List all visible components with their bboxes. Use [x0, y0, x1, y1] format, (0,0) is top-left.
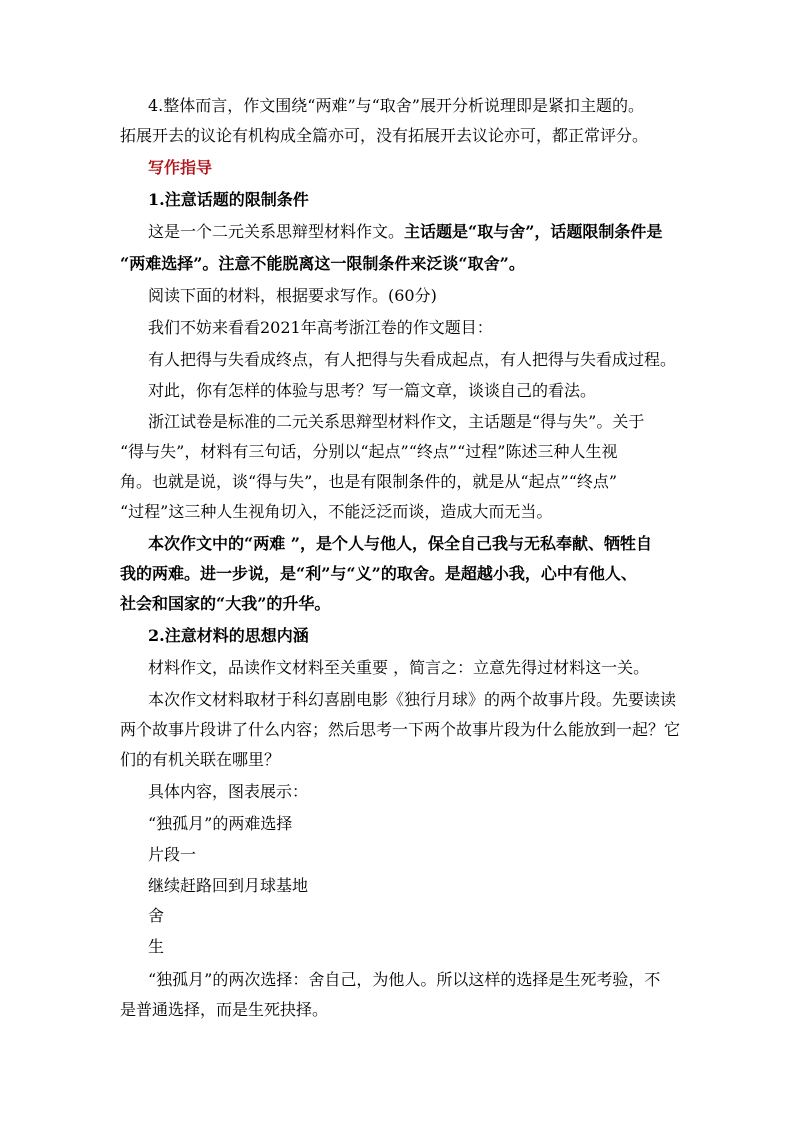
paragraph-film-line-2: 两个故事片段讲了什么内容；然后思考一下两个故事片段为什么能放到一起？它	[120, 720, 681, 739]
paragraph-analysis-line-4: “过程”这三种人生视角切入，不能泛泛而谈，造成大而无当。	[120, 502, 553, 521]
paragraph-choice-line-2: 是普通选择，而是生死抉择。	[120, 1000, 329, 1019]
paragraph-topic-line-1	[148, 222, 708, 242]
heading-material-meaning: 2.注意材料的思想内涵	[148, 626, 309, 645]
paragraph-chart-intro: 具体内容，图表展示：	[148, 782, 309, 801]
chart-she-label: 舍	[148, 906, 165, 925]
chart-segment-label: 片段一	[148, 845, 197, 864]
paragraph-analysis-line-1: 浙江试卷是标准的二元关系思辩型材料作文，主话题是“得与失”。关于	[148, 412, 645, 431]
paragraph-topic-line-1-plain: 这是一个二元关系思辩型材料作文。	[148, 222, 405, 241]
paragraph-zhejiang-material: 有人把得与失看成终点，有人把得与失看成起点，有人把得与失看成过程。	[148, 350, 677, 369]
paragraph-zhejiang-question: 对此，你有怎样的体验与思考？写一篇文章，谈谈自己的看法。	[148, 381, 597, 400]
chart-action-label: 继续赶路回到月球基地	[148, 876, 309, 895]
paragraph-dilemma-line-3: 社会和国家的“大我”的升华。	[120, 594, 331, 613]
section-title-writing-guide: 写作指导	[148, 158, 213, 177]
heading-topic-constraints: 1.注意话题的限制条件	[148, 190, 309, 209]
paragraph-choice-line-1: “独孤月”的两次选择：舍自己，为他人。所以这样的选择是生死考验，不	[148, 970, 661, 989]
paragraph-topic-line-2: “两难选择”。注意不能脱离这一限制条件来泛谈“取舍”。	[120, 254, 525, 273]
paragraph-read-material: 阅读下面的材料，根据要求写作。(60分)	[148, 286, 437, 305]
chart-title: “独孤月”的两难选择	[148, 814, 293, 833]
paragraph-scoring-line-1: 4.整体而言，作文围绕“两难”与“取舍”展开分析说理即是紧扣主题的。	[148, 96, 644, 115]
paragraph-film-line-3: 们的有机关联在哪里？	[120, 750, 281, 769]
paragraph-topic-line-1-bold: 主话题是“取与舍”，话题限制条件是	[404, 222, 663, 241]
paragraph-analysis-line-2: “得与失”，材料有三句话，分别以“起点”“终点”“过程”陈述三种人生视	[120, 442, 618, 461]
paragraph-film-line-1: 本次作文材料取材于科幻喜剧电影《独行月球》的两个故事片段。先要读读	[148, 690, 677, 709]
paragraph-analysis-line-3: 角。也就是说，谈“得与失”，也是有限制条件的，就是从“起点”“终点”	[120, 472, 618, 491]
paragraph-zhejiang-intro: 我们不妨来看看2021年高考浙江卷的作文题目：	[148, 318, 493, 337]
chart-sheng-label: 生	[148, 937, 165, 956]
paragraph-material-importance: 材料作文，品读作文材料至关重要 ，简言之：立意先得过材料这一关。	[148, 658, 650, 677]
paragraph-scoring-line-2: 拓展开去的议论有机构成全篇亦可，没有拓展开去议论亦可，都正常评分。	[120, 126, 649, 145]
paragraph-dilemma-line-2: 我的两难。进一步说，是“利”与“义”的取舍。是超越小我，心中有他人、	[120, 564, 637, 583]
paragraph-dilemma-line-1: 本次作文中的“两难 ”，是个人与他人，保全自己我与无私奉献、牺牲自	[148, 534, 652, 553]
